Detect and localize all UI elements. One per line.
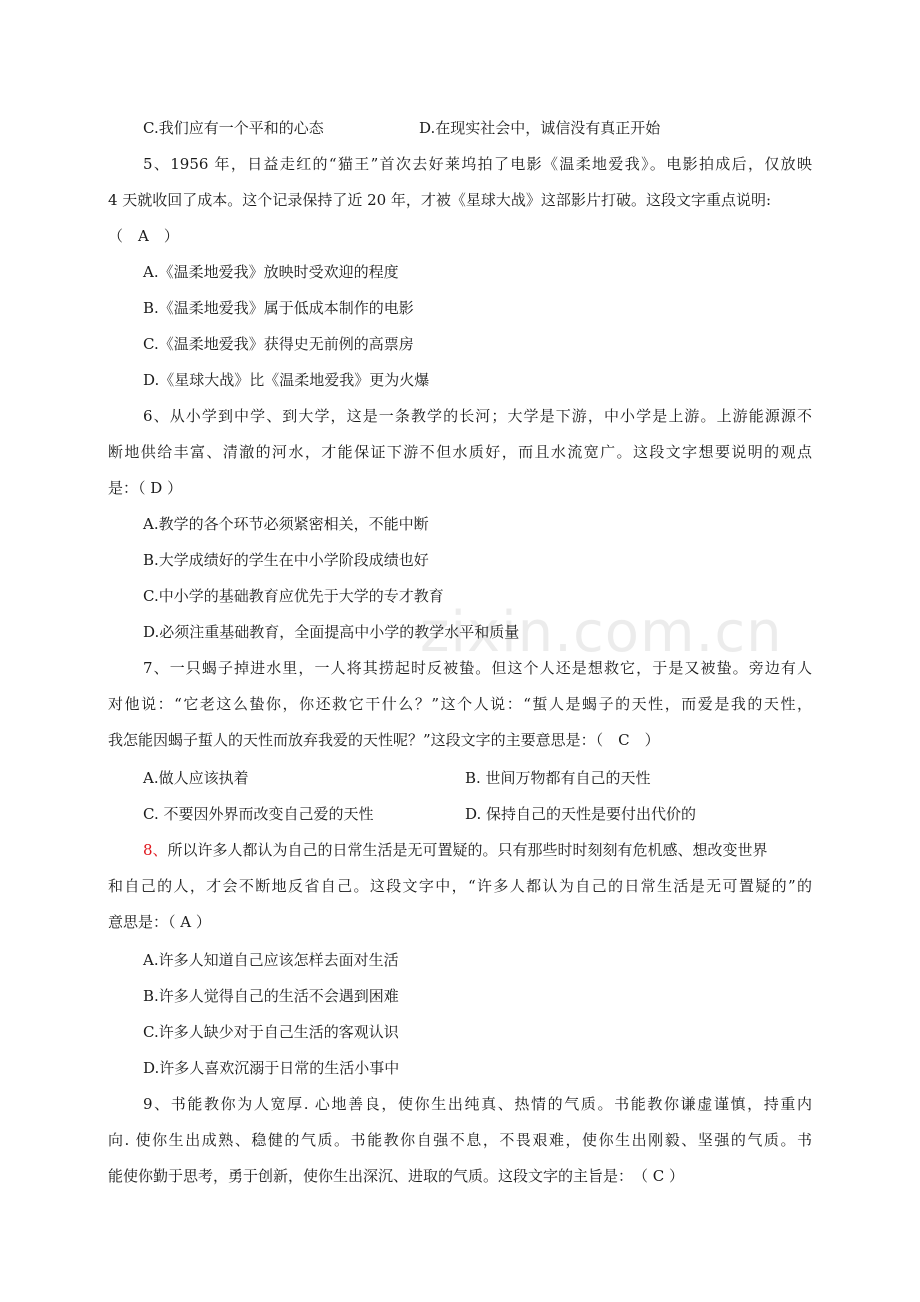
q6-stem-line-3: 是：（ D ） xyxy=(108,479,183,497)
q9-stem-line-1: 9、书能教你为人宽厚. 心地善良，使你生出纯真、热情的气质。书能教你谦虚谨慎，持重内 xyxy=(143,1095,812,1113)
q6-option-a: A.教学的各个环节必须紧密相关，不能中断 xyxy=(143,515,429,533)
q6-option-d: D.必须注重基础教育，全面提高中小学的教学水平和质量 xyxy=(143,623,520,641)
q6-option-c: C.中小学的基础教育应优先于大学的专才教育 xyxy=(143,587,444,605)
q8-option-d: D.许多人喜欢沉溺于日常的生活小事中 xyxy=(143,1059,400,1077)
q5-option-b: B.《温柔地爱我》属于低成本制作的电影 xyxy=(143,299,414,317)
q8-option-a: A.许多人知道自己应该怎样去面对生活 xyxy=(143,951,399,969)
q7-option-a: A.做人应该执着 xyxy=(143,769,249,787)
q8-stem-line-2: 和自己的人，才会不断地反省自己。这段文字中，“许多人都认为自己的日常生活是无可置疑的”的 xyxy=(108,877,812,895)
q7-stem-line-2: 对他说：“它老这么蛰你，你还救它干什么？”这个人说：“蜇人是蝎子的天性，而爱是我的天性， xyxy=(108,695,812,713)
q9-stem-line-2: 向. 使你生出成熟、稳健的气质。书能教你自强不息，不畏艰难，使你生出刚毅、坚强的气质。书 xyxy=(108,1131,812,1149)
q7-options-row-2 xyxy=(143,804,812,824)
q5-stem-line-3: （ A ） xyxy=(108,227,179,245)
q5-stem-line-2: 4 天就收回了成本。这个记录保持了近 20 年，才被《星球大战》这部影片打破。这段文字重点说明: xyxy=(108,191,771,209)
q8-number: 8、 xyxy=(143,841,168,859)
q8-stem-line-3: 意思是：（ A ） xyxy=(108,913,211,931)
q8-stem-line-1 xyxy=(143,840,812,860)
q7-stem-line-3: 我怎能因蝎子蜇人的天性而放弃我爱的天性呢？”这段文字的主要意思是：（ C ） xyxy=(108,731,660,749)
q6-stem-line-2: 断地供给丰富、清澈的河水，才能保证下游不但水质好，而且水流宽广。这段文字想要说明的观点 xyxy=(108,443,812,461)
q6-stem-line-1: 6、从小学到中学、到大学，这是一条教学的长河；大学是下游，中小学是上游。上游能源源不 xyxy=(143,407,812,425)
q8-stem-first: 所以许多人都认为自己的日常生活是无可置疑的。只有那些时时刻刻有危机感、想改变世界 xyxy=(167,841,768,859)
q4-options-row xyxy=(143,118,812,138)
q7-stem-line-1: 7、一只蝎子掉进水里，一人将其捞起时反被蛰。但这个人还是想救它，于是又被蛰。旁边有人 xyxy=(143,659,812,677)
q7-options-row-1 xyxy=(143,768,812,788)
watermark-text: zixin.com.cn xyxy=(420,600,783,665)
q8-option-c: C.许多人缺少对于自己生活的客观认识 xyxy=(143,1023,399,1041)
q5-option-d: D.《星球大战》比《温柔地爱我》更为火爆 xyxy=(143,371,430,389)
q5-option-a: A.《温柔地爱我》放映时受欢迎的程度 xyxy=(143,263,399,281)
q4-option-d: D.在现实社会中，诚信没有真正开始 xyxy=(419,119,661,137)
q7-option-d: D. 保持自己的天性是要付出代价的 xyxy=(465,805,697,823)
q6-option-b: B.大学成绩好的学生在中小学阶段成绩也好 xyxy=(143,551,429,569)
q5-stem-line-1: 5、1956 年，日益走红的“猫王”首次去好莱坞拍了电影《温柔地爱我》。电影拍成后，仅放映 xyxy=(143,155,812,173)
q5-option-c: C.《温柔地爱我》获得史无前例的高票房 xyxy=(143,335,414,353)
q7-option-b: B. 世间万物都有自己的天性 xyxy=(465,769,651,787)
q4-option-c: C.我们应有一个平和的心态 xyxy=(143,119,324,137)
q9-stem-line-3: 能使你勤于思考，勇于创新，使你生出深沉、进取的气质。这段文字的主旨是： （ C ） xyxy=(108,1167,685,1185)
q8-option-b: B.许多人觉得自己的生活不会遇到困难 xyxy=(143,987,399,1005)
q7-option-c: C. 不要因外界而改变自己爱的天性 xyxy=(143,805,374,823)
